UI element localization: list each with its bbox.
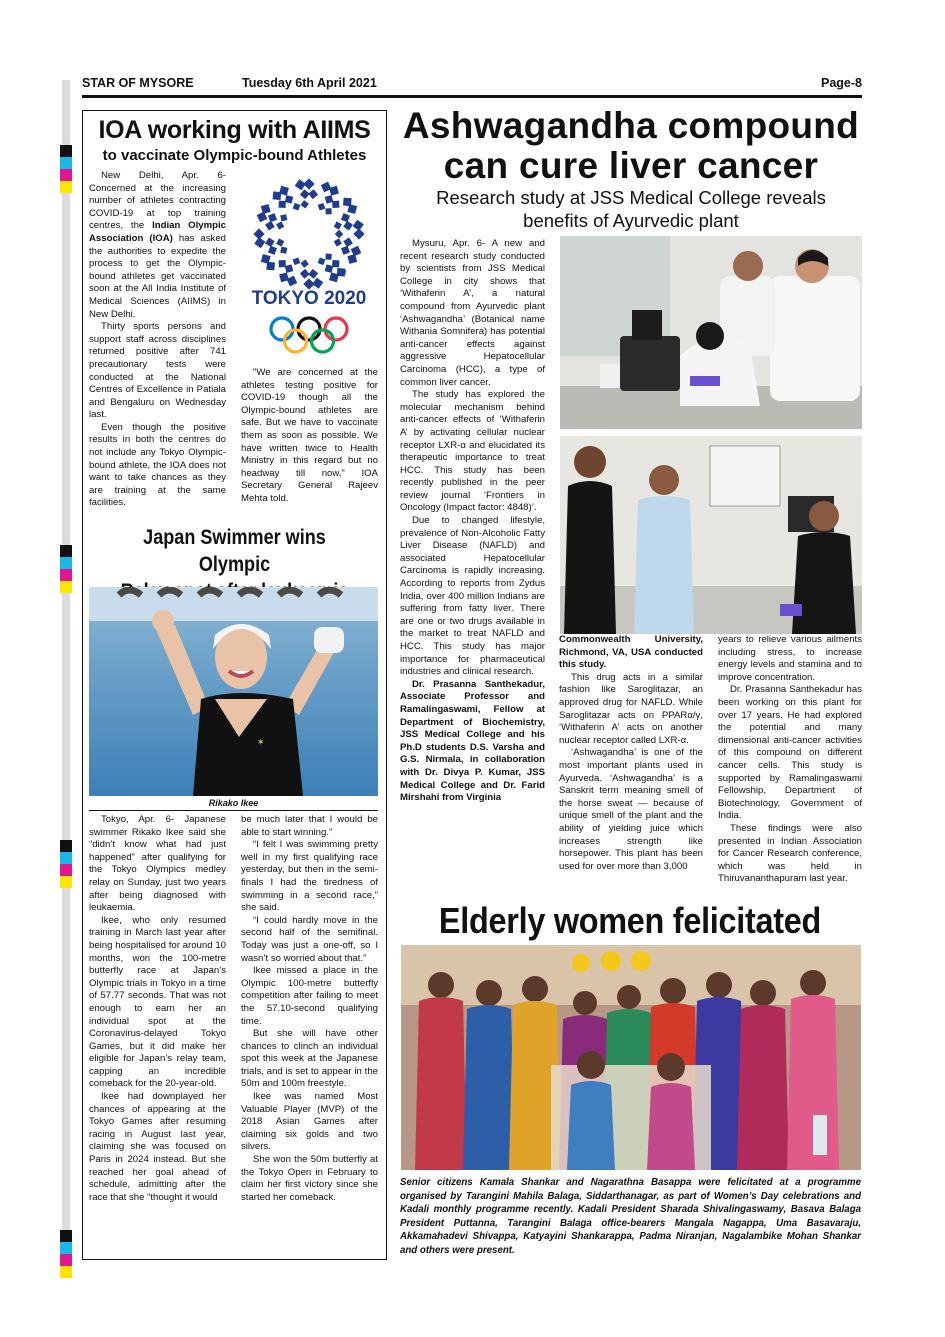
japan-column-2: be much later that I would be able to start winning.” “I felt I was swimming pretty well in my first qualifying race yesterday, but then in the semi-finals I had the tiredness of swimming in a second race,” she said. “I could hardly move in the second half of the semifinal. Today was just a one-off, so I wasn’t so worried about that.” Ikee missed a place in the Olympic 100-metre butterfly competition after failing to meet the 57.10-second qualifying time. But she will have other chances to clinch an individual spot this week at the Japanese trials, and is set to appear in the 50m and 100m freestyle. Ikee was named Most Valuable Player (MVP) of the 2018 Asian Games after claiming six golds and two silvers. She won the 50m butterfly at the Tokyo Open in February to claim her first victory since she started her comeback. xyxy=(241,814,378,1203)
emblem-square xyxy=(268,246,277,255)
color-marks-top xyxy=(60,145,72,193)
emblem-square xyxy=(325,264,334,273)
emblem-square xyxy=(325,195,334,204)
emblem-square xyxy=(280,214,287,221)
paper-name: STAR OF MYSORE xyxy=(82,76,194,90)
emblem-square xyxy=(285,195,294,204)
emblem-square xyxy=(301,200,309,208)
ashwagandha-column-1: Mysuru, Apr. 6- A new and recent research study conducted by scientists from JSS Medical College in city shows that ‘Withaferin A’, a natural compound from Ayurvedic plant ‘Ashwagandha’ (Botanical name Withania Somnifera) has potential anti-cancer effects against aggressive Hepatocellular Carcinoma (HCC), a type of common liver cancer. The study has explored the molecular mechanism behind anti-cancer effects of ‘Withaferin A’ by activating cellular nuclear receptor LXR-α and elucidated its therapeutic importance to treat HCC. This study has been recently published in the peer review journal ‘Frontiers in Oncology (Impact factor: 4848)’. Due to changed lifestyle, prevalence of Non-Alcoholic Fatty Liver Disease (NAFLD) and associated Hepatocellular Carcinoma is rapidly increasing. According to reports from Zydus India, over 400 million Indians are suffering from fatty liver. There are one or two drugs available in the market to treat NAFLD and HCC. This study has major importance for pharmaceutical industries and clinical research. Dr. Prasanna Santhekadur, Associate Professor and Ramalingaswami, Fellow at Department of Biochemistry, JSS Medical College and his Ph.D students D.S. Varsha and G.S. Nirmala, in collaboration with Dr. Divya P. Kumar, JSS Medical College and Dr. Farid Mirshahi from Virginia xyxy=(400,238,545,804)
emblem-square xyxy=(318,203,326,211)
emblem-square xyxy=(276,221,284,229)
emblem-square xyxy=(334,221,342,229)
emblem-square xyxy=(321,182,332,193)
felicitation-caption: Senior citizens Kamala Shankar and Nagarathna Basappa were felicitated at a programme organised by Tarangini Mahila Balaga, Siddarthanagar, as part of Women’s Day celebrations and Kadali monthly programme recently. Kadali President Sharada Shivalingaswamy, Basava Balaga President Puttanna, Tarangini Balaga office-bearers Mangala Nagappa, Uma Basavaraju, Akkamahadevi Shivappa, Katyayini Shankarappa, Padma Niranjan, Nagalambike Mohan Shankar and others were present. xyxy=(400,1177,861,1256)
emblem-square xyxy=(318,257,326,265)
emblem-square xyxy=(257,212,268,223)
emblem-square xyxy=(276,238,284,246)
emblem-square xyxy=(300,269,310,279)
ioa-column-2: "We are concerned at the athletes testing positive for COVID-19 though all the Olympic-bound athletes are safe. But we have to vaccinate them as soon as possible. We have written twice to Health Ministry in this regard but no headway till now," IOA Secretary General Rajeev Mehta told. xyxy=(241,367,378,504)
emblem-square xyxy=(332,201,339,208)
ashwagandha-headline: Ashwagandha compound can cure liver cancer xyxy=(402,105,860,186)
emblem-square xyxy=(343,237,353,247)
swimmer-photo xyxy=(89,587,378,796)
emblem-square xyxy=(265,221,275,231)
lab-photo-team xyxy=(560,436,862,634)
page-number: Page-8 xyxy=(821,76,862,90)
emblem-square xyxy=(300,189,310,199)
header-rule xyxy=(82,95,862,98)
emblem-square xyxy=(285,264,294,273)
issue-date: Tuesday 6th April 2021 xyxy=(242,76,377,90)
svg-text:TM: TM xyxy=(338,271,347,277)
ioa-headline: IOA working with AIIMS xyxy=(98,116,371,144)
elderly-headline: Elderly women felicitated xyxy=(438,900,822,941)
emblem-square xyxy=(253,228,264,239)
emblem-square xyxy=(303,178,314,189)
page-header xyxy=(82,76,862,94)
svg-text:✶: ✶ xyxy=(257,737,265,747)
emblem-square xyxy=(325,253,331,259)
emblem-square xyxy=(343,221,353,231)
ashwagandha-subheadline: Research study at JSS Medical College reveals benefits of Ayurvedic plant xyxy=(436,187,826,231)
emblem-square xyxy=(265,237,275,247)
tokyo-2020-logo xyxy=(240,172,378,362)
color-marks-middle xyxy=(60,545,72,593)
felicitation-group-photo xyxy=(401,945,861,1170)
emblem-square xyxy=(341,213,350,222)
svg-text:TOKYO 2020: TOKYO 2020 xyxy=(251,288,367,309)
emblem-square xyxy=(308,269,318,279)
page-edge-strip xyxy=(62,80,70,1260)
emblem-square xyxy=(353,220,364,231)
ioa-column-1: New Delhi, Apr. 6- Concerned at the increasing number of athletes contracting COVID-19 at top training centres, the Indian Olympic Association (IOA) has asked the authorities to expedite the process to get the Olympic-bound athletes get vaccinated soon at the All India Institute of Medical Sciences (AIIMS) in New Delhi. Thirty sports persons and support staff across disciplines returned positive after 741 precautionary tests were conducted at the National Centres of Excellence in Patiala and Bengaluru on Wednesday last. Even though the positive results in both the centres do not include any Tokyo Olympic-bound athlete, the IOA does not want to take chances as they are training at the same facilities. xyxy=(89,170,226,509)
emblem-square xyxy=(334,238,342,246)
emblem-square xyxy=(280,247,287,254)
emblem-square xyxy=(293,257,301,265)
caption-rule xyxy=(89,810,378,811)
tokyo-emblem-icon xyxy=(240,172,378,362)
ashwagandha-column-3: years to relieve various ailments including stress, to increase energy levels and stamina and to improve concentration. Dr. Prasanna Santhekadur has been working on this plant for over 17 years. He had explored the potential and many dimensional anti-cancer activities of this compound on different cancer cells. This study is supported by Ramalingaswami Fellowship, Department of Biotechnology, Government of India. These findings were also presented in Indian Association for Cancer Research conference, which was held in Thiruvananthapuram last year. xyxy=(718,634,862,885)
emblem-square xyxy=(351,246,362,257)
emblem-square xyxy=(341,246,350,255)
emblem-square xyxy=(301,260,309,268)
lab-photo-microscope xyxy=(560,236,862,429)
emblem-square xyxy=(293,203,301,211)
emblem-square xyxy=(325,208,331,214)
emblem-square xyxy=(279,260,286,267)
color-marks-bottom xyxy=(60,1230,72,1278)
emblem-square xyxy=(308,189,318,199)
emblem-square xyxy=(287,276,298,287)
japan-column-1: Tokyo, Apr. 6- Japanese swimmer Rikako Ikee said she “didn’t know what had just happened” after qualifying for the Tokyo Olympics medley relay on Sunday, just two years after being diagnosed with leukaemia. Ikee, who only resumed training in March last year after being hospitalised for around 10 months, won the 100-metre butterfly race at Japan’s Olympic trials in Tokyo in a time of 57.77 seconds. That was not enough to earn her an individual spot at the Coronavirus-delayed Tokyo Games, but it did make her eligible for Japan’s relay team, capping an incredible comeback for the 20-year-old. Ikee had downplayed her chances of appearing at the Tokyo Games after resuming racing in August last year, claiming she was focused on Paris in 2024 instead. But she reached her goal ahead of schedule, admitting after the race that she “thought it would xyxy=(89,814,226,1203)
ioa-subheadline: to vaccinate Olympic-bound Athletes xyxy=(102,147,367,164)
emblem-square xyxy=(335,230,343,238)
japan-headline: Japan Swimmer wins Olympic xyxy=(143,526,326,576)
color-marks-lower xyxy=(60,840,72,888)
ashwagandha-column-2: Commonwealth University, Richmond, VA, USA conducted this study. This drug acts in a similar fashion like Saroglitazar, an approved drug for NAFLD. While Saroglitazar acts on PPARα/γ, ‘Withaferin A’ acts on another nuclear receptor called LXR-α. ‘Ashwagandha’ is one of the most important plants used in Ayurveda. ‘Ashwagandha’ is a Sanskrit term meaning smell of the horse sweat — because of unique smell of the plant and the ability of yielding juice which increases strength like horsepower. This plant has been used for over more than 3,000 xyxy=(559,634,703,872)
olympic-rings-icon xyxy=(271,318,347,352)
emblem-square xyxy=(268,213,277,222)
swimmer-photo-caption: Rikako Ikee xyxy=(208,798,259,808)
